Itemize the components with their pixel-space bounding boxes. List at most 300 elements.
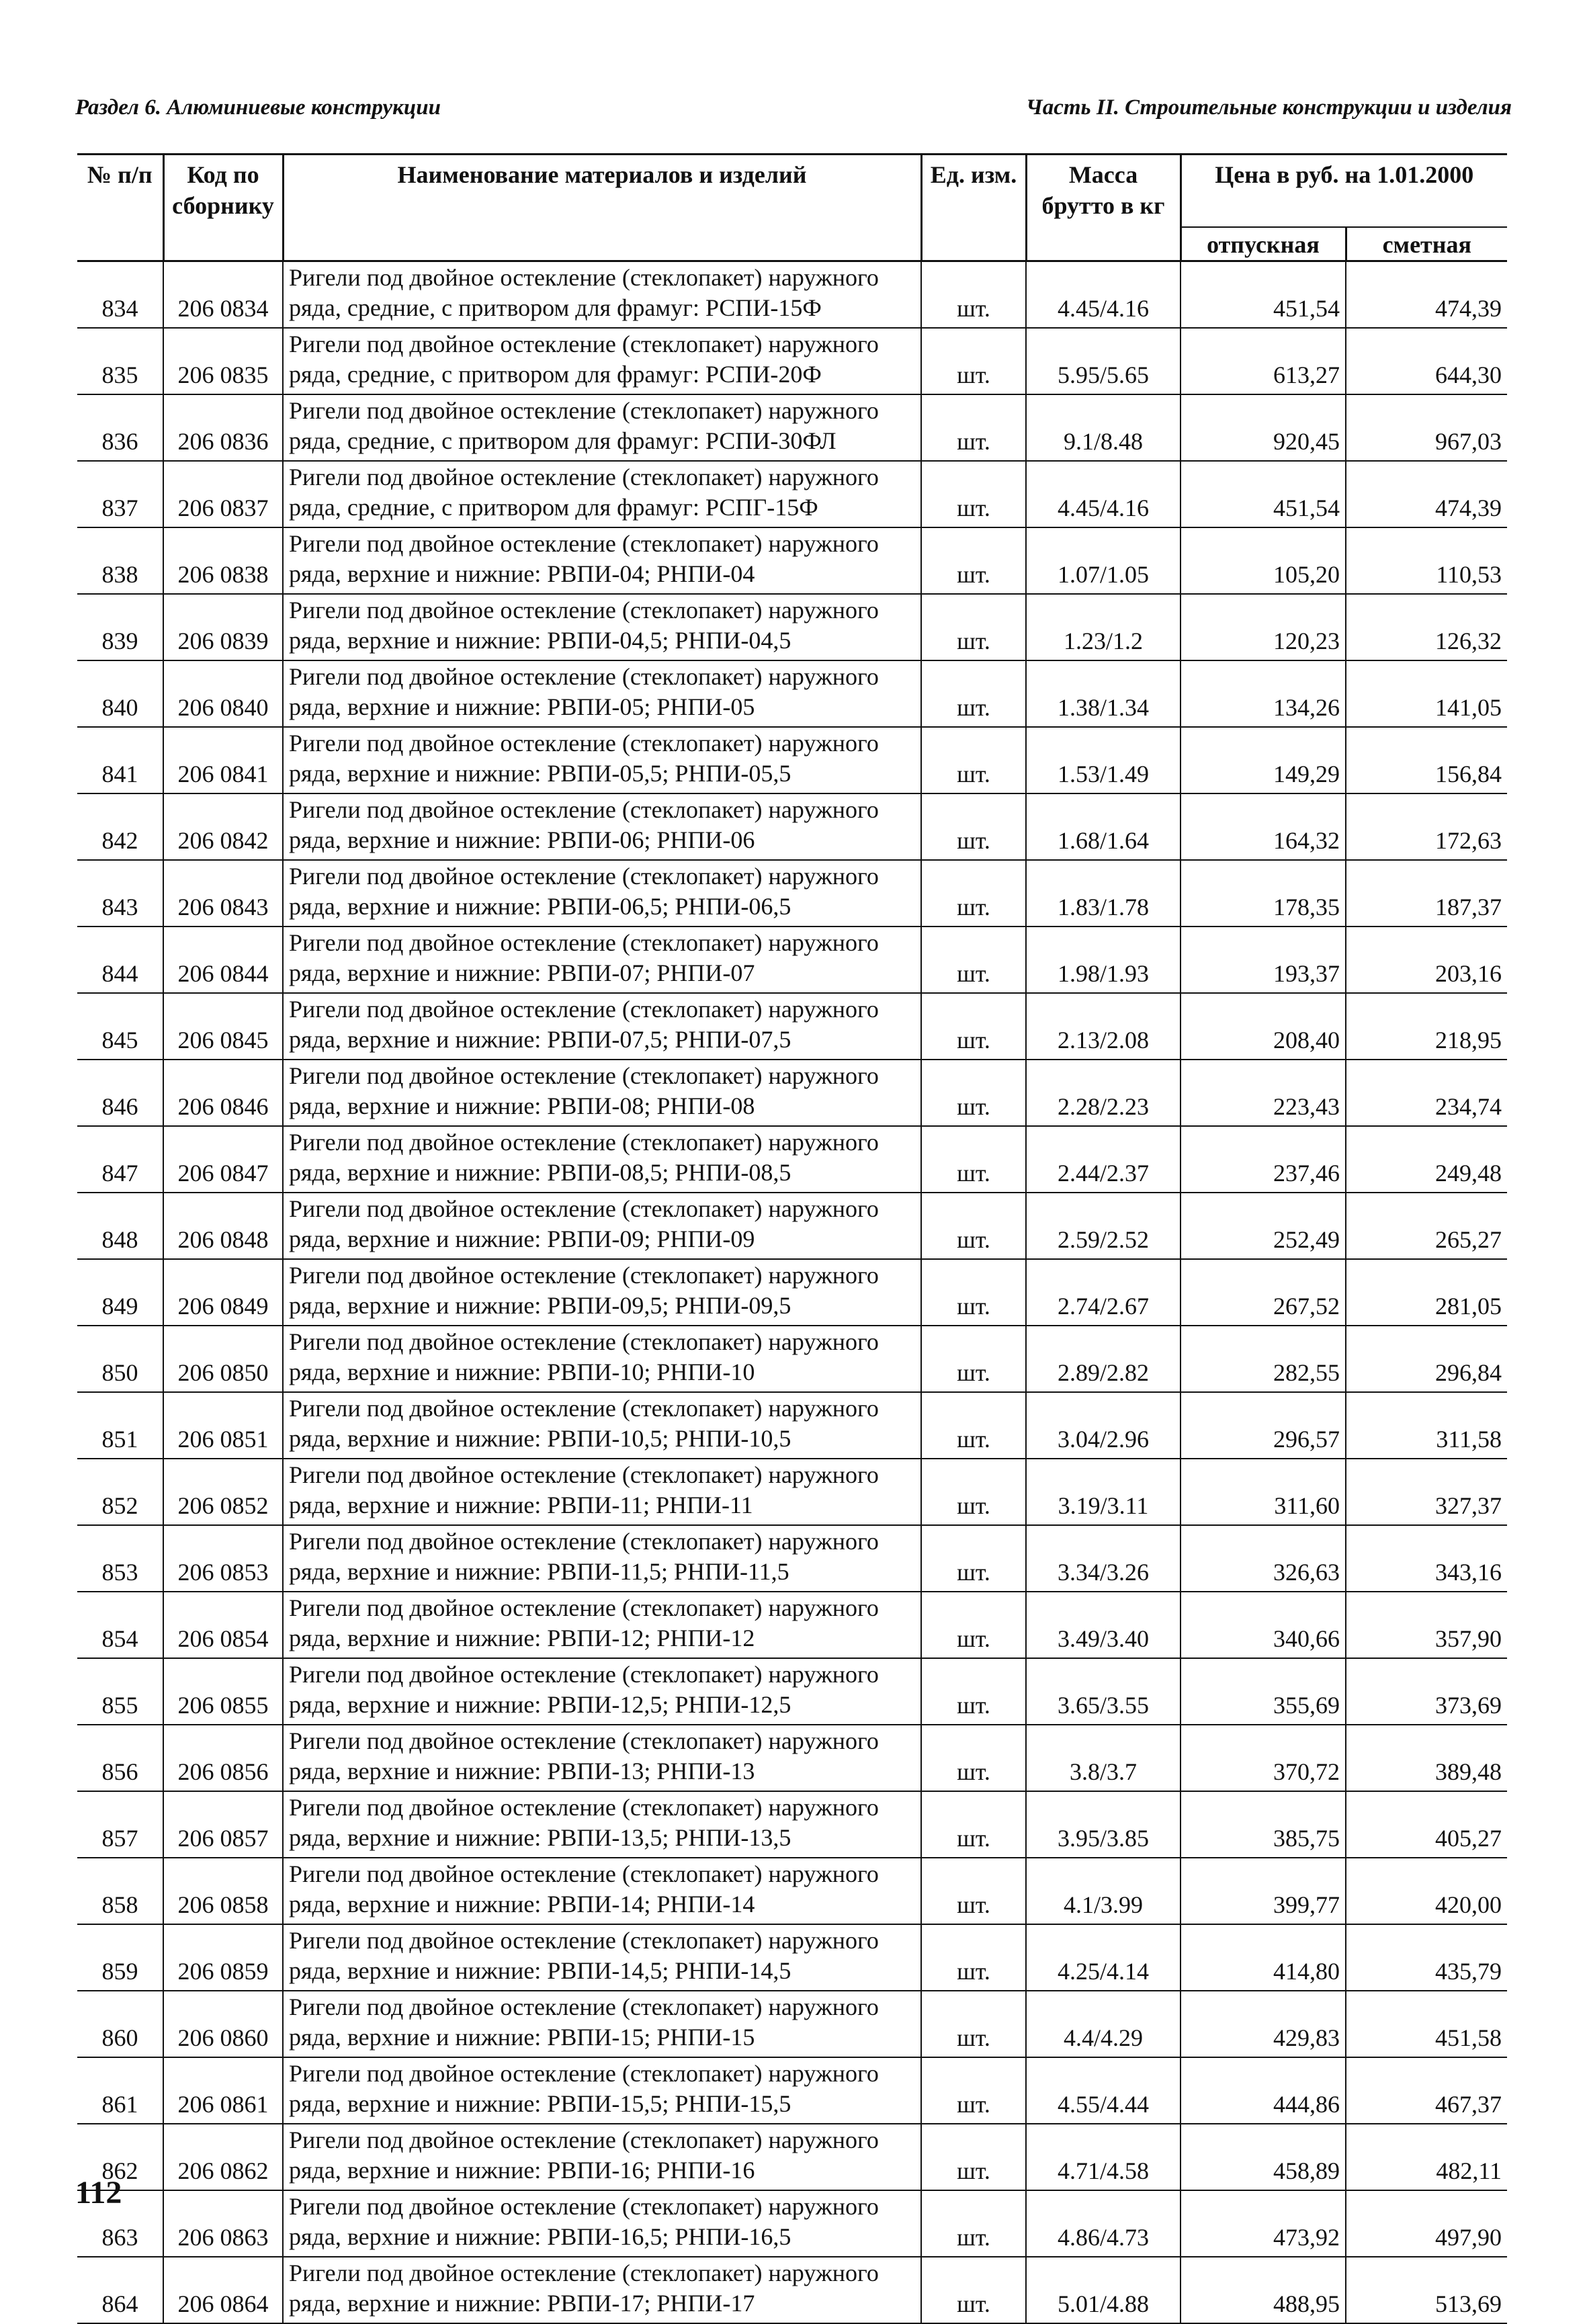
table-row [77, 927, 1507, 993]
row-name [283, 1326, 921, 1392]
row-code: 206 0852 [163, 1459, 283, 1525]
row-price-release: 237,46 [1181, 1126, 1346, 1193]
row-code: 206 0846 [163, 1060, 283, 1126]
row-mass: 4.86/4.73 [1026, 2190, 1181, 2257]
row-name-line-1: Ригели под двойное остекление (стеклопакет) наружного [289, 331, 879, 357]
col-header-price-release: отпускная [1181, 227, 1346, 261]
row-name-line-2: ряда, средние, с притвором для фрамуг: РСПИ-30ФЛ [289, 427, 837, 454]
row-price-estimate: 249,48 [1346, 1126, 1507, 1193]
col-header-code: Код по сборнику [163, 155, 283, 261]
table-row [77, 1193, 1507, 1259]
row-code: 206 0851 [163, 1392, 283, 1459]
row-price-estimate: 156,84 [1346, 727, 1507, 793]
row-code: 206 0858 [163, 1858, 283, 1924]
row-name-line-2: ряда, верхние и нижние: РВПИ-06; РНПИ-06 [289, 826, 755, 853]
row-code: 206 0835 [163, 328, 283, 394]
row-number: 847 [77, 1126, 163, 1193]
row-mass: 4.4/4.29 [1026, 1991, 1181, 2057]
row-price-release: 193,37 [1181, 927, 1346, 993]
row-name-line-2: ряда, верхние и нижние: РВПИ-08; РНПИ-08 [289, 1092, 755, 1119]
row-unit: шт. [921, 1126, 1026, 1193]
row-price-estimate: 389,48 [1346, 1725, 1507, 1791]
row-name [283, 2190, 921, 2257]
row-price-release: 252,49 [1181, 1193, 1346, 1259]
row-name-line-2: ряда, верхние и нижние: РВПИ-16; РНПИ-16 [289, 2157, 755, 2184]
row-mass: 3.8/3.7 [1026, 1725, 1181, 1791]
row-name-line-2: ряда, верхние и нижние: РВПИ-12,5; РНПИ-12,5 [289, 1691, 791, 1718]
row-mass: 5.95/5.65 [1026, 328, 1181, 394]
row-mass: 2.89/2.82 [1026, 1326, 1181, 1392]
row-unit: шт. [921, 1459, 1026, 1525]
row-price-estimate: 265,27 [1346, 1193, 1507, 1259]
row-price-release: 311,60 [1181, 1459, 1346, 1525]
row-name [283, 660, 921, 727]
row-name [283, 328, 921, 394]
row-unit: шт. [921, 1193, 1026, 1259]
row-name-line-1: Ригели под двойное остекление (стеклопакет) наружного [289, 597, 879, 623]
col-header-num: № п/п [77, 155, 163, 261]
row-name-line-2: ряда, верхние и нижние: РВПИ-05,5; РНПИ-05,5 [289, 760, 791, 787]
row-number: 862 [77, 2124, 163, 2190]
row-unit: шт. [921, 1725, 1026, 1791]
row-number: 857 [77, 1791, 163, 1858]
row-price-release: 164,32 [1181, 793, 1346, 860]
row-price-release: 429,83 [1181, 1991, 1346, 2057]
row-number: 837 [77, 461, 163, 527]
row-name-line-2: ряда, верхние и нижние: РВПИ-13; РНПИ-13 [289, 1758, 755, 1784]
row-name [283, 1858, 921, 1924]
row-name [283, 1725, 921, 1791]
row-price-release: 920,45 [1181, 394, 1346, 461]
row-number: 859 [77, 1924, 163, 1991]
table-row [77, 328, 1507, 394]
row-unit: шт. [921, 328, 1026, 394]
table-row [77, 1924, 1507, 1991]
row-price-estimate: 327,37 [1346, 1459, 1507, 1525]
table-row [77, 461, 1507, 527]
row-name-line-2: ряда, верхние и нижние: РВПИ-15; РНПИ-15 [289, 2024, 755, 2051]
row-name [283, 1193, 921, 1259]
row-price-estimate: 373,69 [1346, 1658, 1507, 1725]
row-mass: 4.25/4.14 [1026, 1924, 1181, 1991]
row-price-estimate: 218,95 [1346, 993, 1507, 1060]
row-code: 206 0838 [163, 527, 283, 594]
row-price-estimate: 474,39 [1346, 261, 1507, 329]
row-code: 206 0836 [163, 394, 283, 461]
table-row [77, 1060, 1507, 1126]
row-mass: 3.95/3.85 [1026, 1791, 1181, 1858]
row-name-line-1: Ригели под двойное остекление (стеклопакет) наружного [289, 1794, 879, 1821]
row-number: 851 [77, 1392, 163, 1459]
row-name [283, 1658, 921, 1725]
row-mass: 3.34/3.26 [1026, 1525, 1181, 1592]
table-row [77, 1259, 1507, 1326]
row-price-release: 149,29 [1181, 727, 1346, 793]
row-mass: 4.45/4.16 [1026, 261, 1181, 329]
row-unit: шт. [921, 660, 1026, 727]
row-name-line-1: Ригели под двойное остекление (стеклопакет) наружного [289, 464, 879, 490]
row-price-estimate: 467,37 [1346, 2057, 1507, 2124]
table-row [77, 2057, 1507, 2124]
table-row [77, 594, 1507, 660]
row-code: 206 0856 [163, 1725, 283, 1791]
row-name [283, 594, 921, 660]
row-number: 858 [77, 1858, 163, 1924]
row-unit: шт. [921, 2124, 1026, 2190]
table-row [77, 2190, 1507, 2257]
row-number: 844 [77, 927, 163, 993]
row-price-estimate: 234,74 [1346, 1060, 1507, 1126]
row-mass: 1.83/1.78 [1026, 860, 1181, 927]
row-price-release: 370,72 [1181, 1725, 1346, 1791]
row-name-line-1: Ригели под двойное остекление (стеклопакет) наружного [289, 863, 879, 890]
row-name-line-2: ряда, средние, с притвором для фрамуг: РСПИ-15Ф [289, 294, 822, 321]
row-number: 849 [77, 1259, 163, 1326]
table-row [77, 1525, 1507, 1592]
row-code: 206 0859 [163, 1924, 283, 1991]
row-mass: 5.01/4.88 [1026, 2257, 1181, 2323]
row-name-line-2: ряда, верхние и нижние: РВПИ-09; РНПИ-09 [289, 1225, 755, 1252]
table-row [77, 1126, 1507, 1193]
row-name-line-2: ряда, верхние и нижние: РВПИ-05; РНПИ-05 [289, 693, 755, 720]
row-code: 206 0862 [163, 2124, 283, 2190]
row-mass: 3.19/3.11 [1026, 1459, 1181, 1525]
row-price-release: 451,54 [1181, 261, 1346, 329]
row-unit: шт. [921, 594, 1026, 660]
row-number: 848 [77, 1193, 163, 1259]
row-name-line-1: Ригели под двойное остекление (стеклопакет) наружного [289, 1395, 879, 1422]
row-number: 853 [77, 1525, 163, 1592]
row-name [283, 1126, 921, 1193]
row-price-estimate: 311,58 [1346, 1392, 1507, 1459]
row-unit: шт. [921, 1924, 1026, 1991]
row-name-line-2: ряда, верхние и нижние: РВПИ-14; РНПИ-14 [289, 1891, 755, 1918]
row-code: 206 0844 [163, 927, 283, 993]
row-mass: 4.1/3.99 [1026, 1858, 1181, 1924]
row-name-line-1: Ригели под двойное остекление (стеклопакет) наружного [289, 397, 879, 424]
row-price-estimate: 420,00 [1346, 1858, 1507, 1924]
row-mass: 1.23/1.2 [1026, 594, 1181, 660]
row-price-estimate: 141,05 [1346, 660, 1507, 727]
row-name [283, 1991, 921, 2057]
table-row [77, 2257, 1507, 2323]
table-row [77, 261, 1507, 329]
row-name [283, 394, 921, 461]
row-price-release: 473,92 [1181, 2190, 1346, 2257]
table-row [77, 860, 1507, 927]
table-row [77, 1858, 1507, 1924]
table-row [77, 1991, 1507, 2057]
row-price-release: 296,57 [1181, 1392, 1346, 1459]
row-mass: 2.28/2.23 [1026, 1060, 1181, 1126]
row-mass: 2.13/2.08 [1026, 993, 1181, 1060]
table-body [77, 261, 1507, 2324]
row-number: 861 [77, 2057, 163, 2124]
row-price-release: 208,40 [1181, 993, 1346, 1060]
row-name-line-2: ряда, верхние и нижние: РВПИ-15,5; РНПИ-15,5 [289, 2090, 791, 2117]
row-number: 845 [77, 993, 163, 1060]
row-mass: 3.04/2.96 [1026, 1392, 1181, 1459]
table-row [77, 394, 1507, 461]
row-price-estimate: 497,90 [1346, 2190, 1507, 2257]
row-name-line-2: ряда, верхние и нижние: РВПИ-07; РНПИ-07 [289, 959, 755, 986]
row-number: 852 [77, 1459, 163, 1525]
row-name-line-2: ряда, верхние и нижние: РВПИ-17; РНПИ-17 [289, 2290, 755, 2317]
page-number: 112 [75, 2175, 122, 2210]
row-unit: шт. [921, 1592, 1026, 1658]
col-header-mass: Масса брутто в кг [1026, 155, 1181, 261]
row-number: 864 [77, 2257, 163, 2323]
row-name-line-2: ряда, верхние и нижние: РВПИ-11,5; РНПИ-11,5 [289, 1558, 789, 1585]
row-price-estimate: 474,39 [1346, 461, 1507, 527]
row-price-release: 326,63 [1181, 1525, 1346, 1592]
row-price-release: 414,80 [1181, 1924, 1346, 1991]
row-name-line-2: ряда, верхние и нижние: РВПИ-12; РНПИ-12 [289, 1625, 755, 1651]
row-price-release: 488,95 [1181, 2257, 1346, 2323]
row-name-line-2: ряда, верхние и нижние: РВПИ-14,5; РНПИ-14,5 [289, 1957, 791, 1984]
row-name-line-1: Ригели под двойное остекление (стеклопакет) наружного [289, 1860, 879, 1887]
row-name [283, 1060, 921, 1126]
row-mass: 2.74/2.67 [1026, 1259, 1181, 1326]
row-name-line-1: Ригели под двойное остекление (стеклопакет) наружного [289, 1661, 879, 1688]
row-price-release: 355,69 [1181, 1658, 1346, 1725]
row-code: 206 0854 [163, 1592, 283, 1658]
row-name [283, 2257, 921, 2323]
row-name-line-1: Ригели под двойное остекление (стеклопакет) наружного [289, 730, 879, 757]
row-price-release: 120,23 [1181, 594, 1346, 660]
row-price-estimate: 967,03 [1346, 394, 1507, 461]
row-unit: шт. [921, 2057, 1026, 2124]
row-name-line-1: Ригели под двойное остекление (стеклопакет) наружного [289, 2193, 879, 2220]
row-number: 856 [77, 1725, 163, 1791]
row-unit: шт. [921, 527, 1026, 594]
row-mass: 4.45/4.16 [1026, 461, 1181, 527]
row-name [283, 793, 921, 860]
row-price-estimate: 296,84 [1346, 1326, 1507, 1392]
row-unit: шт. [921, 727, 1026, 793]
row-price-release: 458,89 [1181, 2124, 1346, 2190]
row-name [283, 860, 921, 927]
row-code: 206 0845 [163, 993, 283, 1060]
row-unit: шт. [921, 860, 1026, 927]
row-name-line-2: ряда, средние, с притвором для фрамуг: РСПИ-20Ф [289, 361, 822, 388]
row-name-line-2: ряда, верхние и нижние: РВПИ-08,5; РНПИ-08,5 [289, 1159, 791, 1186]
table-row [77, 1791, 1507, 1858]
table-row [77, 1326, 1507, 1392]
row-unit: шт. [921, 927, 1026, 993]
row-mass: 3.65/3.55 [1026, 1658, 1181, 1725]
row-name [283, 461, 921, 527]
row-price-release: 613,27 [1181, 328, 1346, 394]
row-price-release: 444,86 [1181, 2057, 1346, 2124]
row-name-line-1: Ригели под двойное остекление (стеклопакет) наружного [289, 1328, 879, 1355]
row-code: 206 0843 [163, 860, 283, 927]
row-name [283, 527, 921, 594]
table-row [77, 1459, 1507, 1525]
row-code: 206 0848 [163, 1193, 283, 1259]
row-name [283, 727, 921, 793]
section-title: Раздел 6. Алюминиевые конструкции [75, 95, 441, 120]
row-name-line-2: ряда, верхние и нижние: РВПИ-06,5; РНПИ-06,5 [289, 893, 791, 920]
col-header-price-estimate: сметная [1346, 227, 1507, 261]
row-name-line-1: Ригели под двойное остекление (стеклопакет) наружного [289, 929, 879, 956]
row-code: 206 0855 [163, 1658, 283, 1725]
row-name-line-2: ряда, верхние и нижние: РВПИ-16,5; РНПИ-16,5 [289, 2223, 791, 2250]
running-header [75, 95, 1512, 136]
row-code: 206 0860 [163, 1991, 283, 2057]
row-code: 206 0842 [163, 793, 283, 860]
row-price-release: 105,20 [1181, 527, 1346, 594]
row-price-estimate: 343,16 [1346, 1525, 1507, 1592]
row-number: 834 [77, 261, 163, 329]
row-name-line-1: Ригели под двойное остекление (стеклопакет) наружного [289, 1129, 879, 1156]
row-price-estimate: 126,32 [1346, 594, 1507, 660]
row-price-estimate: 644,30 [1346, 328, 1507, 394]
row-unit: шт. [921, 1991, 1026, 2057]
row-mass: 1.68/1.64 [1026, 793, 1181, 860]
row-mass: 4.55/4.44 [1026, 2057, 1181, 2124]
row-mass: 2.44/2.37 [1026, 1126, 1181, 1193]
row-mass: 1.07/1.05 [1026, 527, 1181, 594]
table-row [77, 793, 1507, 860]
row-code: 206 0847 [163, 1126, 283, 1193]
row-unit: шт. [921, 461, 1026, 527]
row-name-line-1: Ригели под двойное остекление (стеклопакет) наружного [289, 796, 879, 823]
row-price-release: 178,35 [1181, 860, 1346, 927]
row-number: 838 [77, 527, 163, 594]
row-name [283, 927, 921, 993]
row-number: 850 [77, 1326, 163, 1392]
row-code: 206 0840 [163, 660, 283, 727]
row-price-release: 451,54 [1181, 461, 1346, 527]
row-unit: шт. [921, 1392, 1026, 1459]
row-number: 840 [77, 660, 163, 727]
row-name-line-2: ряда, верхние и нижние: РВПИ-04,5; РНПИ-04,5 [289, 627, 791, 654]
row-unit: шт. [921, 1326, 1026, 1392]
row-unit: шт. [921, 1525, 1026, 1592]
row-price-release: 223,43 [1181, 1060, 1346, 1126]
row-name [283, 2057, 921, 2124]
row-price-release: 267,52 [1181, 1259, 1346, 1326]
row-code: 206 0857 [163, 1791, 283, 1858]
row-name-line-2: ряда, средние, с притвором для фрамуг: РСПГ-15Ф [289, 494, 818, 521]
row-name-line-1: Ригели под двойное остекление (стеклопакет) наружного [289, 1727, 879, 1754]
row-name [283, 1924, 921, 1991]
table-row [77, 1658, 1507, 1725]
row-price-release: 134,26 [1181, 660, 1346, 727]
row-mass: 3.49/3.40 [1026, 1592, 1181, 1658]
row-price-estimate: 203,16 [1346, 927, 1507, 993]
row-number: 841 [77, 727, 163, 793]
row-price-estimate: 357,90 [1346, 1592, 1507, 1658]
row-name-line-1: Ригели под двойное остекление (стеклопакет) наружного [289, 1993, 879, 2020]
row-mass: 2.59/2.52 [1026, 1193, 1181, 1259]
row-name [283, 1459, 921, 1525]
row-unit: шт. [921, 2190, 1026, 2257]
row-code: 206 0849 [163, 1259, 283, 1326]
row-name-line-1: Ригели под двойное остекление (стеклопакет) наружного [289, 530, 879, 557]
table-row [77, 1592, 1507, 1658]
row-unit: шт. [921, 1858, 1026, 1924]
row-name [283, 1259, 921, 1326]
row-name-line-1: Ригели под двойное остекление (стеклопакет) наружного [289, 996, 879, 1023]
row-price-estimate: 187,37 [1346, 860, 1507, 927]
part-title: Часть II. Строительные конструкции и изделия [1026, 95, 1512, 120]
row-code: 206 0834 [163, 261, 283, 329]
row-name-line-2: ряда, верхние и нижние: РВПИ-10; РНПИ-10 [289, 1359, 755, 1385]
row-number: 863 [77, 2190, 163, 2257]
table-row [77, 727, 1507, 793]
row-name-line-1: Ригели под двойное остекление (стеклопакет) наружного [289, 1195, 879, 1222]
row-unit: шт. [921, 993, 1026, 1060]
row-unit: шт. [921, 1658, 1026, 1725]
table-row [77, 1725, 1507, 1791]
row-name-line-2: ряда, верхние и нижние: РВПИ-11; РНПИ-11 [289, 1492, 753, 1518]
row-code: 206 0863 [163, 2190, 283, 2257]
row-code: 206 0864 [163, 2257, 283, 2323]
row-code: 206 0841 [163, 727, 283, 793]
row-name [283, 1525, 921, 1592]
col-header-price: Цена в руб. на 1.01.2000 [1181, 155, 1507, 228]
row-name-line-1: Ригели под двойное остекление (стеклопакет) наружного [289, 1262, 879, 1289]
row-unit: шт. [921, 1259, 1026, 1326]
row-number: 860 [77, 1991, 163, 2057]
row-name-line-1: Ригели под двойное остекление (стеклопакет) наружного [289, 1461, 879, 1488]
row-code: 206 0853 [163, 1525, 283, 1592]
col-header-name: Наименование материалов и изделий [283, 155, 921, 261]
row-number: 835 [77, 328, 163, 394]
row-name [283, 261, 921, 329]
row-number: 843 [77, 860, 163, 927]
row-name [283, 1791, 921, 1858]
row-price-estimate: 451,58 [1346, 1991, 1507, 2057]
row-price-estimate: 435,79 [1346, 1924, 1507, 1991]
row-name-line-1: Ригели под двойное остекление (стеклопакет) наружного [289, 2060, 879, 2087]
row-unit: шт. [921, 1791, 1026, 1858]
row-number: 842 [77, 793, 163, 860]
row-name-line-1: Ригели под двойное остекление (стеклопакет) наружного [289, 1062, 879, 1089]
row-name-line-2: ряда, верхние и нижние: РВПИ-04; РНПИ-04 [289, 560, 755, 587]
row-code: 206 0839 [163, 594, 283, 660]
table-row [77, 527, 1507, 594]
row-price-release: 282,55 [1181, 1326, 1346, 1392]
row-unit: шт. [921, 2257, 1026, 2323]
row-mass: 9.1/8.48 [1026, 394, 1181, 461]
row-number: 839 [77, 594, 163, 660]
row-name [283, 2124, 921, 2190]
row-name-line-1: Ригели под двойное остекление (стеклопакет) наружного [289, 2260, 879, 2286]
row-price-estimate: 513,69 [1346, 2257, 1507, 2323]
row-name-line-1: Ригели под двойное остекление (стеклопакет) наружного [289, 663, 879, 690]
row-code: 206 0850 [163, 1326, 283, 1392]
price-table [77, 153, 1507, 2324]
row-name-line-2: ряда, верхние и нижние: РВПИ-09,5; РНПИ-09,5 [289, 1292, 791, 1319]
row-number: 855 [77, 1658, 163, 1725]
row-price-estimate: 281,05 [1346, 1259, 1507, 1326]
row-name-line-1: Ригели под двойное остекление (стеклопакет) наружного [289, 1528, 879, 1555]
row-name-line-2: ряда, верхние и нижние: РВПИ-13,5; РНПИ-13,5 [289, 1824, 791, 1851]
row-unit: шт. [921, 793, 1026, 860]
row-price-release: 340,66 [1181, 1592, 1346, 1658]
row-name-line-1: Ригели под двойное остекление (стеклопакет) наружного [289, 264, 879, 291]
table-row [77, 660, 1507, 727]
row-mass: 1.38/1.34 [1026, 660, 1181, 727]
row-price-estimate: 110,53 [1346, 527, 1507, 594]
row-name-line-2: ряда, верхние и нижние: РВПИ-07,5; РНПИ-07,5 [289, 1026, 791, 1053]
row-name-line-2: ряда, верхние и нижние: РВПИ-10,5; РНПИ-10,5 [289, 1425, 791, 1452]
row-price-release: 399,77 [1181, 1858, 1346, 1924]
table-row [77, 993, 1507, 1060]
